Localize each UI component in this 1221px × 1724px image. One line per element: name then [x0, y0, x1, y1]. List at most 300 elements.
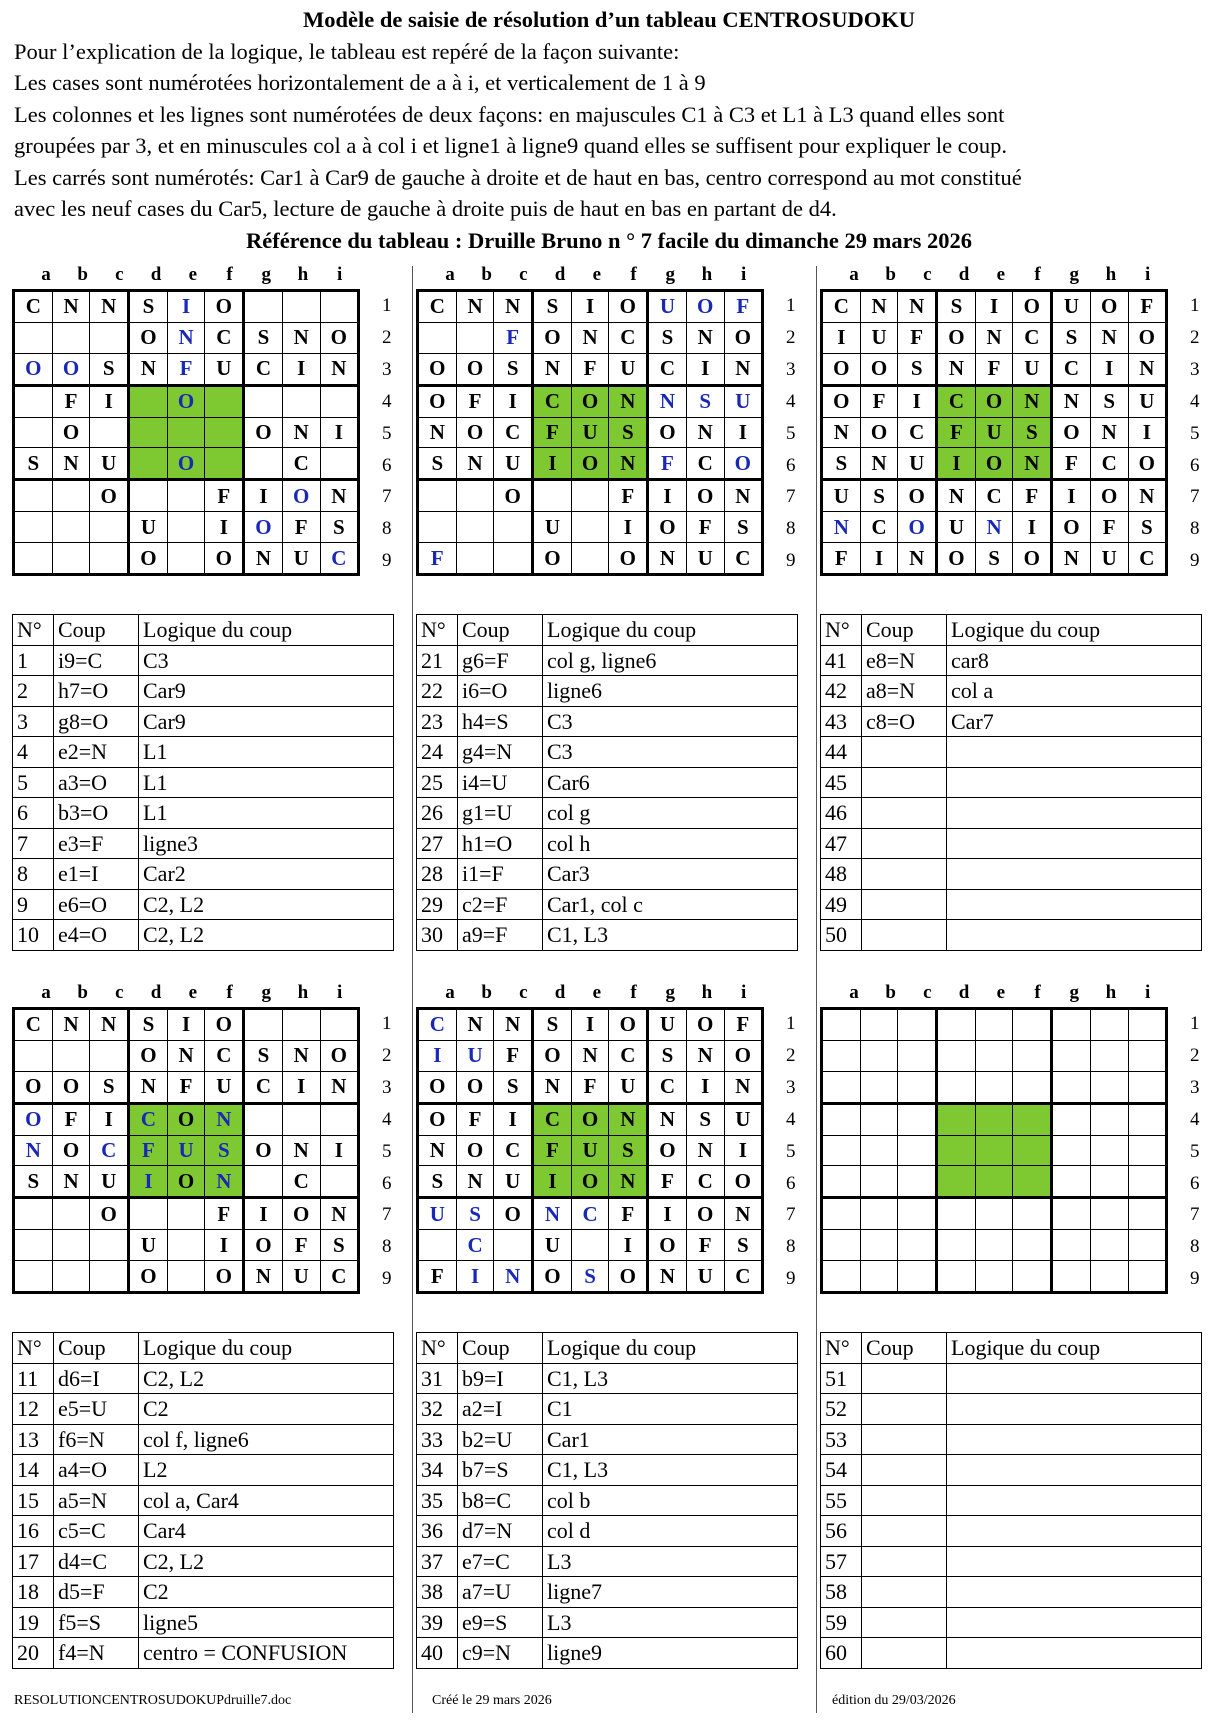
- grid-cell-a4[interactable]: O: [822, 385, 861, 417]
- grid-cell-c4[interactable]: I: [898, 385, 937, 417]
- grid-cell-a2[interactable]: [14, 322, 53, 353]
- grid-cell-g2[interactable]: S: [648, 1040, 687, 1071]
- grid-cell-d6[interactable]: I: [533, 448, 572, 480]
- grid-cell-e4[interactable]: O: [167, 1103, 205, 1135]
- grid-cell-f1[interactable]: O: [205, 291, 244, 323]
- grid-cell-a5[interactable]: [822, 1135, 861, 1166]
- grid-cell-c8[interactable]: [494, 512, 533, 543]
- grid-cell-c3[interactable]: S: [898, 353, 937, 385]
- grid-cell-i1[interactable]: [1128, 1009, 1167, 1041]
- grid-cell-d5[interactable]: [937, 1135, 976, 1166]
- grid-cell-a6[interactable]: S: [418, 448, 457, 480]
- grid-cell-g8[interactable]: O: [244, 1230, 283, 1261]
- grid-cell-a6[interactable]: S: [14, 448, 53, 480]
- grid-cell-f8[interactable]: [1013, 1230, 1052, 1261]
- grid-cell-c1[interactable]: N: [494, 1009, 533, 1041]
- grid-cell-d3[interactable]: N: [533, 353, 572, 385]
- grid-cell-f6[interactable]: N: [609, 1166, 648, 1198]
- grid-cell-b1[interactable]: N: [52, 1009, 90, 1041]
- grid-cell-h1[interactable]: [282, 291, 320, 323]
- grid-cell-a7[interactable]: [14, 1198, 53, 1230]
- grid-cell-c1[interactable]: N: [494, 291, 533, 323]
- grid-cell-c4[interactable]: [898, 1103, 937, 1135]
- grid-cell-i3[interactable]: N: [724, 353, 763, 385]
- grid-cell-f4[interactable]: [1013, 1103, 1052, 1135]
- grid-cell-a7[interactable]: U: [418, 1198, 457, 1230]
- grid-cell-b2[interactable]: U: [860, 322, 898, 353]
- grid-cell-g8[interactable]: [1052, 1230, 1091, 1261]
- grid-cell-d6[interactable]: I: [937, 448, 976, 480]
- grid-cell-i7[interactable]: N: [724, 1198, 763, 1230]
- grid-cell-b6[interactable]: [860, 1166, 898, 1198]
- grid-cell-a7[interactable]: [418, 480, 457, 512]
- grid-cell-c6[interactable]: U: [494, 1166, 533, 1198]
- grid-cell-a8[interactable]: [14, 512, 53, 543]
- grid-cell-g5[interactable]: O: [648, 417, 687, 448]
- grid-cell-h7[interactable]: [1090, 1198, 1128, 1230]
- grid-cell-f2[interactable]: C: [205, 322, 244, 353]
- grid-cell-e4[interactable]: [975, 1103, 1013, 1135]
- grid-cell-g3[interactable]: C: [1052, 353, 1091, 385]
- grid-cell-d3[interactable]: [937, 1071, 976, 1103]
- grid-cell-i4[interactable]: [320, 1103, 359, 1135]
- grid-cell-h2[interactable]: N: [282, 322, 320, 353]
- grid-cell-e9[interactable]: [167, 1261, 205, 1293]
- grid-cell-d6[interactable]: [129, 448, 168, 480]
- grid-cell-h3[interactable]: I: [1090, 353, 1128, 385]
- grid-cell-h8[interactable]: [1090, 1230, 1128, 1261]
- grid-cell-c7[interactable]: [898, 1198, 937, 1230]
- grid-cell-h6[interactable]: C: [282, 448, 320, 480]
- grid-cell-b2[interactable]: [52, 322, 90, 353]
- grid-cell-d2[interactable]: O: [129, 1040, 168, 1071]
- grid-cell-d4[interactable]: C: [533, 1103, 572, 1135]
- grid-cell-h3[interactable]: I: [282, 353, 320, 385]
- grid-cell-i1[interactable]: F: [724, 1009, 763, 1041]
- grid-cell-b1[interactable]: [860, 1009, 898, 1041]
- grid-cell-b6[interactable]: N: [860, 448, 898, 480]
- grid-cell-g1[interactable]: U: [648, 1009, 687, 1041]
- grid-cell-c4[interactable]: I: [494, 1103, 533, 1135]
- grid-cell-e8[interactable]: N: [975, 512, 1013, 543]
- grid-cell-b1[interactable]: N: [52, 291, 90, 323]
- grid-cell-e7[interactable]: [167, 1198, 205, 1230]
- grid-cell-h4[interactable]: [282, 385, 320, 417]
- grid-cell-e7[interactable]: [571, 480, 609, 512]
- grid-cell-h3[interactable]: I: [686, 1071, 724, 1103]
- grid-cell-d9[interactable]: O: [129, 1261, 168, 1293]
- grid-cell-d9[interactable]: O: [533, 543, 572, 575]
- grid-cell-i6[interactable]: O: [1128, 448, 1167, 480]
- grid-cell-h2[interactable]: N: [686, 322, 724, 353]
- grid-cell-i7[interactable]: N: [320, 480, 359, 512]
- grid-cell-a2[interactable]: I: [418, 1040, 457, 1071]
- grid-cell-g2[interactable]: S: [648, 322, 687, 353]
- grid-cell-i3[interactable]: N: [1128, 353, 1167, 385]
- grid-cell-f9[interactable]: O: [609, 543, 648, 575]
- grid-cell-d2[interactable]: O: [129, 322, 168, 353]
- grid-cell-e9[interactable]: [571, 543, 609, 575]
- grid-cell-g8[interactable]: O: [648, 512, 687, 543]
- grid-cell-e3[interactable]: F: [571, 353, 609, 385]
- grid-cell-a9[interactable]: F: [418, 543, 457, 575]
- grid-cell-b7[interactable]: [860, 1198, 898, 1230]
- grid-cell-i6[interactable]: [320, 1166, 359, 1198]
- grid-cell-h2[interactable]: N: [686, 1040, 724, 1071]
- grid-cell-c6[interactable]: U: [90, 1166, 129, 1198]
- grid-cell-i8[interactable]: S: [320, 1230, 359, 1261]
- grid-cell-a8[interactable]: N: [822, 512, 861, 543]
- grid-cell-e2[interactable]: N: [167, 1040, 205, 1071]
- grid-cell-d9[interactable]: [937, 1261, 976, 1293]
- grid-cell-i5[interactable]: I: [320, 1135, 359, 1166]
- grid-cell-h2[interactable]: N: [282, 1040, 320, 1071]
- grid-cell-e9[interactable]: S: [571, 1261, 609, 1293]
- grid-cell-a5[interactable]: N: [822, 417, 861, 448]
- grid-cell-d8[interactable]: U: [937, 512, 976, 543]
- grid-cell-b4[interactable]: F: [456, 385, 494, 417]
- grid-cell-a8[interactable]: [418, 512, 457, 543]
- grid-cell-b8[interactable]: [456, 512, 494, 543]
- grid-cell-f1[interactable]: O: [609, 291, 648, 323]
- grid-cell-c7[interactable]: O: [90, 1198, 129, 1230]
- grid-cell-e6[interactable]: O: [167, 1166, 205, 1198]
- grid-cell-e6[interactable]: O: [167, 448, 205, 480]
- grid-cell-c5[interactable]: C: [494, 1135, 533, 1166]
- grid-cell-g2[interactable]: S: [1052, 322, 1091, 353]
- grid-cell-f1[interactable]: O: [609, 1009, 648, 1041]
- grid-cell-d6[interactable]: I: [129, 1166, 168, 1198]
- grid-cell-g7[interactable]: I: [648, 1198, 687, 1230]
- grid-cell-e2[interactable]: [975, 1040, 1013, 1071]
- grid-cell-h3[interactable]: [1090, 1071, 1128, 1103]
- grid-cell-f6[interactable]: N: [1013, 448, 1052, 480]
- grid-cell-h4[interactable]: S: [686, 385, 724, 417]
- grid-cell-h8[interactable]: F: [282, 512, 320, 543]
- grid-cell-f3[interactable]: U: [205, 353, 244, 385]
- grid-cell-f8[interactable]: I: [1013, 512, 1052, 543]
- grid-cell-g3[interactable]: C: [648, 353, 687, 385]
- grid-cell-c8[interactable]: [898, 1230, 937, 1261]
- grid-cell-f4[interactable]: N: [1013, 385, 1052, 417]
- grid-cell-b7[interactable]: [52, 480, 90, 512]
- grid-cell-h8[interactable]: F: [282, 1230, 320, 1261]
- grid-cell-g9[interactable]: N: [648, 543, 687, 575]
- grid-cell-f2[interactable]: C: [609, 1040, 648, 1071]
- grid-cell-g1[interactable]: [244, 1009, 283, 1041]
- grid-cell-b9[interactable]: [52, 543, 90, 575]
- grid-cell-i9[interactable]: C: [724, 1261, 763, 1293]
- grid-cell-b3[interactable]: O: [860, 353, 898, 385]
- grid-cell-d6[interactable]: [937, 1166, 976, 1198]
- grid-cell-i4[interactable]: U: [724, 385, 763, 417]
- grid-cell-h1[interactable]: [282, 1009, 320, 1041]
- grid-cell-c7[interactable]: O: [90, 480, 129, 512]
- grid-cell-i7[interactable]: [1128, 1198, 1167, 1230]
- grid-cell-e1[interactable]: I: [975, 291, 1013, 323]
- grid-cell-d4[interactable]: C: [129, 1103, 168, 1135]
- grid-cell-g1[interactable]: U: [1052, 291, 1091, 323]
- grid-cell-b5[interactable]: O: [456, 1135, 494, 1166]
- grid-cell-c9[interactable]: N: [898, 543, 937, 575]
- grid-cell-d6[interactable]: I: [533, 1166, 572, 1198]
- grid-cell-b6[interactable]: N: [456, 1166, 494, 1198]
- grid-cell-d8[interactable]: U: [129, 1230, 168, 1261]
- grid-cell-d1[interactable]: S: [129, 291, 168, 323]
- grid-cell-i3[interactable]: N: [724, 1071, 763, 1103]
- grid-cell-a3[interactable]: O: [418, 1071, 457, 1103]
- grid-cell-h6[interactable]: C: [1090, 448, 1128, 480]
- grid-cell-i6[interactable]: [1128, 1166, 1167, 1198]
- grid-cell-e7[interactable]: [167, 480, 205, 512]
- grid-cell-e7[interactable]: C: [975, 480, 1013, 512]
- grid-cell-b4[interactable]: F: [456, 1103, 494, 1135]
- grid-cell-i4[interactable]: [1128, 1103, 1167, 1135]
- grid-cell-h1[interactable]: O: [686, 1009, 724, 1041]
- grid-cell-e5[interactable]: U: [975, 417, 1013, 448]
- grid-cell-c9[interactable]: [898, 1261, 937, 1293]
- grid-cell-i3[interactable]: N: [320, 353, 359, 385]
- grid-cell-h5[interactable]: N: [686, 1135, 724, 1166]
- grid-cell-b3[interactable]: O: [456, 353, 494, 385]
- grid-cell-c8[interactable]: [90, 512, 129, 543]
- grid-cell-c4[interactable]: I: [90, 385, 129, 417]
- grid-cell-a3[interactable]: O: [14, 1071, 53, 1103]
- grid-cell-d3[interactable]: N: [533, 1071, 572, 1103]
- grid-cell-d1[interactable]: S: [937, 291, 976, 323]
- grid-cell-i8[interactable]: S: [1128, 512, 1167, 543]
- grid-cell-b2[interactable]: U: [456, 1040, 494, 1071]
- grid-cell-d9[interactable]: O: [937, 543, 976, 575]
- grid-cell-a2[interactable]: [822, 1040, 861, 1071]
- grid-cell-c5[interactable]: C: [90, 1135, 129, 1166]
- grid-cell-f2[interactable]: C: [205, 1040, 244, 1071]
- grid-cell-i5[interactable]: [1128, 1135, 1167, 1166]
- grid-cell-a2[interactable]: I: [822, 322, 861, 353]
- grid-cell-e7[interactable]: C: [571, 1198, 609, 1230]
- grid-cell-i1[interactable]: F: [1128, 291, 1167, 323]
- grid-cell-b3[interactable]: [860, 1071, 898, 1103]
- grid-cell-f5[interactable]: S: [609, 417, 648, 448]
- grid-cell-b9[interactable]: I: [456, 1261, 494, 1293]
- grid-cell-b8[interactable]: C: [860, 512, 898, 543]
- grid-cell-i9[interactable]: [1128, 1261, 1167, 1293]
- grid-cell-c7[interactable]: O: [494, 480, 533, 512]
- grid-cell-d1[interactable]: S: [129, 1009, 168, 1041]
- grid-cell-f6[interactable]: N: [205, 1166, 244, 1198]
- grid-cell-c5[interactable]: [898, 1135, 937, 1166]
- grid-cell-g9[interactable]: N: [1052, 543, 1091, 575]
- grid-cell-f4[interactable]: [205, 385, 244, 417]
- grid-cell-i6[interactable]: O: [724, 1166, 763, 1198]
- grid-cell-b9[interactable]: [860, 1261, 898, 1293]
- grid-cell-f5[interactable]: S: [1013, 417, 1052, 448]
- grid-cell-e5[interactable]: U: [167, 1135, 205, 1166]
- grid-cell-i9[interactable]: C: [320, 543, 359, 575]
- grid-cell-g2[interactable]: S: [244, 322, 283, 353]
- grid-cell-f3[interactable]: U: [1013, 353, 1052, 385]
- grid-cell-a1[interactable]: C: [418, 291, 457, 323]
- grid-cell-h8[interactable]: F: [686, 1230, 724, 1261]
- grid-cell-h4[interactable]: [1090, 1103, 1128, 1135]
- grid-cell-f8[interactable]: I: [609, 512, 648, 543]
- grid-cell-b9[interactable]: [456, 543, 494, 575]
- grid-cell-d5[interactable]: F: [533, 417, 572, 448]
- grid-cell-g8[interactable]: O: [244, 512, 283, 543]
- grid-cell-i3[interactable]: N: [320, 1071, 359, 1103]
- grid-cell-c8[interactable]: O: [898, 512, 937, 543]
- grid-cell-g9[interactable]: [1052, 1261, 1091, 1293]
- grid-cell-d5[interactable]: F: [937, 417, 976, 448]
- grid-cell-g3[interactable]: C: [244, 1071, 283, 1103]
- grid-cell-b6[interactable]: N: [52, 1166, 90, 1198]
- grid-cell-b6[interactable]: N: [52, 448, 90, 480]
- grid-cell-f1[interactable]: O: [205, 1009, 244, 1041]
- grid-cell-f9[interactable]: [1013, 1261, 1052, 1293]
- grid-cell-f5[interactable]: S: [609, 1135, 648, 1166]
- grid-cell-b1[interactable]: N: [860, 291, 898, 323]
- grid-cell-e8[interactable]: [975, 1230, 1013, 1261]
- grid-cell-a1[interactable]: C: [418, 1009, 457, 1041]
- grid-cell-e9[interactable]: [975, 1261, 1013, 1293]
- grid-cell-i9[interactable]: C: [724, 543, 763, 575]
- grid-cell-c2[interactable]: [898, 1040, 937, 1071]
- grid-cell-a3[interactable]: O: [14, 353, 53, 385]
- grid-cell-g5[interactable]: [1052, 1135, 1091, 1166]
- grid-cell-d2[interactable]: O: [937, 322, 976, 353]
- grid-cell-c8[interactable]: [494, 1230, 533, 1261]
- grid-cell-d3[interactable]: N: [937, 353, 976, 385]
- grid-cell-a2[interactable]: [418, 322, 457, 353]
- grid-cell-d4[interactable]: [129, 385, 168, 417]
- grid-cell-d2[interactable]: O: [533, 322, 572, 353]
- grid-cell-f9[interactable]: O: [205, 1261, 244, 1293]
- grid-cell-b5[interactable]: O: [456, 417, 494, 448]
- grid-cell-g4[interactable]: [1052, 1103, 1091, 1135]
- grid-cell-e1[interactable]: [975, 1009, 1013, 1041]
- grid-cell-i2[interactable]: O: [320, 1040, 359, 1071]
- grid-cell-f9[interactable]: O: [205, 543, 244, 575]
- grid-cell-h1[interactable]: O: [1090, 291, 1128, 323]
- grid-cell-h9[interactable]: U: [282, 543, 320, 575]
- grid-cell-b8[interactable]: [52, 1230, 90, 1261]
- grid-cell-g7[interactable]: I: [1052, 480, 1091, 512]
- grid-cell-a8[interactable]: [14, 1230, 53, 1261]
- grid-cell-h7[interactable]: O: [282, 480, 320, 512]
- grid-cell-a4[interactable]: [14, 385, 53, 417]
- grid-cell-c4[interactable]: I: [90, 1103, 129, 1135]
- grid-cell-b5[interactable]: O: [52, 1135, 90, 1166]
- grid-cell-a8[interactable]: [822, 1230, 861, 1261]
- grid-cell-g2[interactable]: [1052, 1040, 1091, 1071]
- grid-cell-f8[interactable]: I: [609, 1230, 648, 1261]
- grid-cell-c3[interactable]: S: [494, 353, 533, 385]
- grid-cell-f4[interactable]: N: [609, 385, 648, 417]
- grid-cell-e2[interactable]: N: [975, 322, 1013, 353]
- grid-cell-f7[interactable]: F: [609, 1198, 648, 1230]
- grid-cell-d2[interactable]: [937, 1040, 976, 1071]
- grid-cell-e4[interactable]: O: [571, 385, 609, 417]
- grid-cell-e9[interactable]: [167, 543, 205, 575]
- grid-cell-i5[interactable]: I: [320, 417, 359, 448]
- grid-cell-a7[interactable]: U: [822, 480, 861, 512]
- grid-cell-g9[interactable]: N: [244, 543, 283, 575]
- grid-cell-f3[interactable]: U: [609, 353, 648, 385]
- grid-cell-f3[interactable]: U: [205, 1071, 244, 1103]
- grid-cell-g4[interactable]: N: [648, 1103, 687, 1135]
- grid-cell-g1[interactable]: U: [648, 291, 687, 323]
- grid-cell-a6[interactable]: [822, 1166, 861, 1198]
- grid-cell-a3[interactable]: O: [822, 353, 861, 385]
- grid-cell-h1[interactable]: O: [686, 291, 724, 323]
- grid-cell-f2[interactable]: C: [1013, 322, 1052, 353]
- grid-cell-g3[interactable]: [1052, 1071, 1091, 1103]
- grid-cell-d3[interactable]: N: [129, 1071, 168, 1103]
- grid-cell-e6[interactable]: O: [975, 448, 1013, 480]
- grid-cell-g4[interactable]: [244, 1103, 283, 1135]
- grid-cell-e6[interactable]: O: [571, 1166, 609, 1198]
- grid-cell-a3[interactable]: O: [418, 353, 457, 385]
- grid-cell-h5[interactable]: N: [282, 1135, 320, 1166]
- grid-cell-e2[interactable]: N: [571, 1040, 609, 1071]
- grid-cell-c5[interactable]: C: [494, 417, 533, 448]
- grid-cell-g7[interactable]: [1052, 1198, 1091, 1230]
- grid-cell-g1[interactable]: [244, 291, 283, 323]
- grid-cell-a9[interactable]: F: [418, 1261, 457, 1293]
- grid-cell-i2[interactable]: [1128, 1040, 1167, 1071]
- grid-cell-c9[interactable]: [494, 543, 533, 575]
- grid-cell-a6[interactable]: S: [14, 1166, 53, 1198]
- grid-cell-c5[interactable]: [90, 417, 129, 448]
- grid-cell-g7[interactable]: I: [244, 480, 283, 512]
- grid-cell-c2[interactable]: F: [494, 1040, 533, 1071]
- grid-cell-a7[interactable]: [822, 1198, 861, 1230]
- grid-cell-f7[interactable]: F: [205, 1198, 244, 1230]
- grid-cell-h7[interactable]: O: [1090, 480, 1128, 512]
- grid-cell-c8[interactable]: [90, 1230, 129, 1261]
- grid-cell-h9[interactable]: U: [1090, 543, 1128, 575]
- grid-cell-b1[interactable]: N: [456, 291, 494, 323]
- grid-cell-e7[interactable]: [975, 1198, 1013, 1230]
- grid-cell-h9[interactable]: U: [686, 1261, 724, 1293]
- grid-cell-c6[interactable]: U: [90, 448, 129, 480]
- grid-cell-e6[interactable]: [975, 1166, 1013, 1198]
- grid-cell-h5[interactable]: N: [1090, 417, 1128, 448]
- grid-cell-i1[interactable]: [320, 291, 359, 323]
- grid-cell-b3[interactable]: O: [456, 1071, 494, 1103]
- grid-cell-h6[interactable]: [1090, 1166, 1128, 1198]
- grid-cell-i2[interactable]: O: [724, 1040, 763, 1071]
- grid-cell-e3[interactable]: [975, 1071, 1013, 1103]
- grid-cell-c1[interactable]: [898, 1009, 937, 1041]
- grid-cell-e1[interactable]: I: [571, 291, 609, 323]
- grid-cell-h8[interactable]: F: [1090, 512, 1128, 543]
- grid-cell-d5[interactable]: [129, 417, 168, 448]
- grid-cell-f6[interactable]: N: [609, 448, 648, 480]
- grid-cell-c1[interactable]: N: [90, 291, 129, 323]
- grid-cell-i8[interactable]: S: [320, 512, 359, 543]
- grid-cell-i5[interactable]: I: [1128, 417, 1167, 448]
- grid-cell-c2[interactable]: F: [898, 322, 937, 353]
- grid-cell-g2[interactable]: S: [244, 1040, 283, 1071]
- grid-cell-g5[interactable]: O: [648, 1135, 687, 1166]
- grid-cell-b7[interactable]: S: [456, 1198, 494, 1230]
- grid-cell-d1[interactable]: S: [533, 291, 572, 323]
- grid-cell-h5[interactable]: N: [282, 417, 320, 448]
- grid-cell-i8[interactable]: S: [724, 512, 763, 543]
- grid-cell-a5[interactable]: N: [418, 417, 457, 448]
- grid-cell-e5[interactable]: U: [571, 1135, 609, 1166]
